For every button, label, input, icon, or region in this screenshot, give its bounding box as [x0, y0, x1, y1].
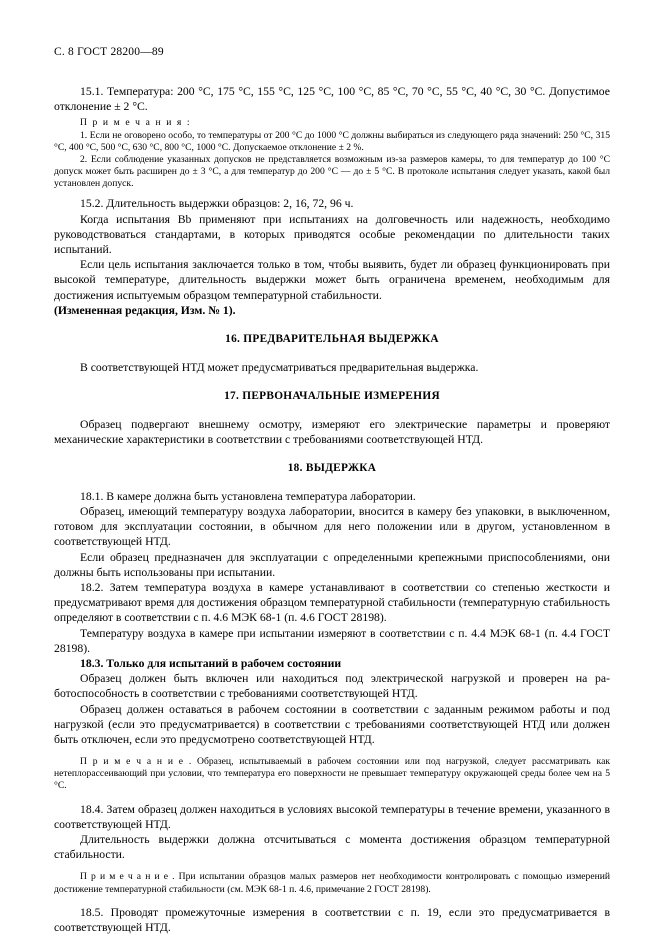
- paragraph-18-1-c: Если образец предназначен для эксплуатации с определенными крепежными приспособлениями, они должны быть использованы при испытании.: [54, 550, 610, 579]
- paragraph-16-body: В соответствующей НТД может предусматриваться предварительная выдержка.: [80, 360, 479, 374]
- section-16-heading: 16. ПРЕДВАРИТЕЛЬНАЯ ВЫДЕРЖКА: [225, 333, 439, 346]
- paragraph-18-1: 18.1. В камере должна быть установлена температура лаборатории.: [80, 489, 416, 503]
- paragraph-bb-tests: Когда испытания Bb применяют при испытаниях на долговечность или надежность, необходимо руководствоваться стандартами, в которых приводятся особые рекомендации по длительности таких испытаний.: [54, 212, 610, 257]
- page-header: [54, 46, 610, 58]
- section-18-heading: 18. ВЫДЕРЖКА: [287, 462, 377, 475]
- document-standard-number: ГОСТ 28200—89: [77, 46, 164, 58]
- note-1-2: 2. Если соблюдение указанных допусков не представляется возможным из-за размеров камеры, то для температур до 100 °С допуск может быть расширен до ± 3 °С, а для температур до 200 °С — до ± 5 °С. В протоколе испытания следует указать, какой был установлен допуск.: [54, 153, 610, 190]
- paragraph-17-body: Образец подвергают внешнему осмотру, измеряют его электрические параметры и проверяют механические характеристики в соответствии с требованиями соответствующей НТД.: [54, 417, 610, 446]
- paragraph-18-2-b: Температуру воздуха в камере при испытании измеряют в соответствии с п. 4.4 МЭК 68-1 (п. 4.4 ГОСТ 28198).: [54, 626, 610, 655]
- page-content: [54, 46, 610, 935]
- paragraph-15-2: 15.2. Длительность выдержки образцов: 2, 16, 72, 96 ч.: [80, 197, 354, 211]
- notes-label-1: П р и м е ч а н и я :: [80, 117, 192, 129]
- paragraph-15-1: 15.1. Температура: 200 °С, 175 °С, 155 °С, 125 °С, 100 °С, 85 °С, 70 °С, 55 °С, 40 °С, 30 °С. Допустимое отклонение ± 2 °С.: [54, 85, 610, 114]
- paragraph-18-2: 18.2. Затем температура воздуха в камере устанавливают в соответствии со степенью жесткости и предусматривают время для достижения образцом температурной стабильности (температурную стабильность определяют в соответствии с п. 4.6 МЭК 68-1 (п. 4.6 ГОСТ 28198).: [54, 580, 610, 625]
- paragraph-18-1-b: Образец, имеющий температуру воздуха лаборатории, вносится в камеру без упаковки, в выключенном, готовом для эксплуатации состоянии, в обычном для него положении или в другом, установленном в соответствующей НТД.: [54, 504, 610, 549]
- paragraph-18-3-heading: 18.3. Только для испытаний в рабочем состоянии: [80, 656, 342, 670]
- paragraph-18-3-b: Образец должен оставаться в рабочем состоянии в соответствии с заданным режимом работы и под нагрузкой (если это предусматривается) в соответствии с требованиями соответствующей НТД или должен быть отключен, если это предусмотрено соответствующей НТД.: [54, 702, 610, 746]
- section-17-heading-wrap: [54, 389, 610, 404]
- paragraph-amendment-note: (Измененная редакция, Изм. № 1).: [54, 303, 236, 317]
- paragraph-18-5: 18.5. Проводят промежуточные измерения в соответствии с п. 19, если это предусматривается в соответствующей НТД.: [54, 905, 610, 935]
- note-3: П р и м е ч а н и е . При испытании образцов малых размеров нет необходимости контролировать с помощью измерений достижение температурной стабильности (см. МЭК 68-1 п. 4.6, примечание 2 ГОСТ 28198).: [54, 871, 610, 895]
- paragraph-18-4-b: Длительность выдержки должна отсчитываться с момента достижения образцом температурной стабильности.: [54, 833, 610, 862]
- paragraph-18-4: 18.4. Затем образец должен находиться в условиях высокой температуры в течение времени, указанного в соответствующей НТД.: [54, 802, 610, 831]
- note-1-1: 1. Если не оговорено особо, то температуры от 200 °С до 1000 °С должны выбираться из следующего ряда значений: 250 °С, 315 °С, 400 °С, 500 °С, 630 °С, 800 °С, 1000 °С. Допускаемое отклонение ± 2 %.: [54, 129, 610, 153]
- page-number: С. 8: [54, 46, 74, 58]
- section-18-heading-wrap: [54, 461, 610, 476]
- section-16-heading-wrap: [54, 332, 610, 347]
- paragraph-purpose: Если цель испытания заключается только в том, чтобы выявить, будет ли образец функционировать при высокой температуре, длительность выдержки может быть ограничена временем, необходимым для достижения испытуемым образцом температурной стабильности.: [54, 258, 610, 302]
- paragraph-18-3-a: Образец должен быть включен или находиться под электрической нагрузкой и проверен на работоспособность в соответствии с требованиями соответствующей НТД.: [54, 672, 610, 701]
- section-17-heading: 17. ПЕРВОНАЧАЛЬНЫЕ ИЗМЕРЕНИЯ: [224, 389, 440, 402]
- note-2: П р и м е ч а н и е . Образец, испытываемый в рабочем состоянии или под нагрузкой, следует рассматривать как нетеплорассеивающий при условии, что температура его поверхности не превышает температуру окружающей среды более чем на 5 °С.: [54, 756, 610, 792]
